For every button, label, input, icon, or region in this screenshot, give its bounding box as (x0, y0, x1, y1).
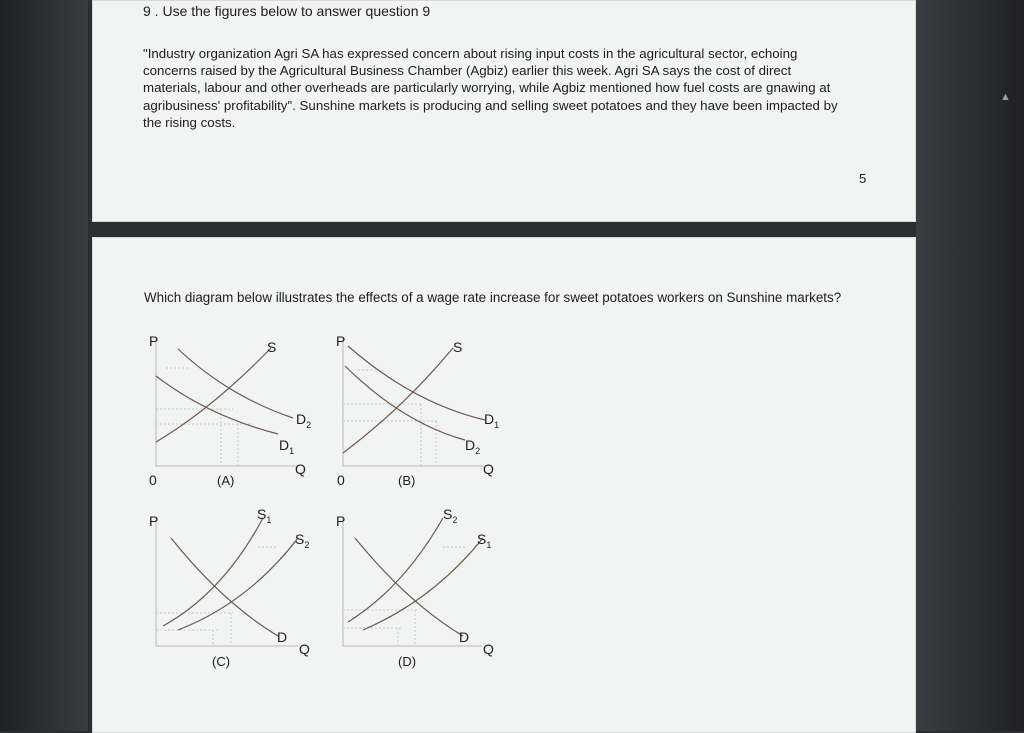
diagram-d (336, 506, 494, 669)
diagrams-card (92, 237, 916, 733)
diagram-c-supply-s2 (178, 538, 298, 630)
diagram-b-caption: (B) (398, 473, 416, 488)
diagram-c-price-label: P (149, 513, 159, 529)
diagram-b-demand-d2 (345, 366, 465, 440)
diagram-c-demand-label: D (277, 629, 288, 645)
diagram-b-supply-label: S (453, 339, 463, 355)
diagram-a-quantity-label: Q (295, 461, 306, 477)
screen-bezel-right (916, 0, 1024, 731)
diagram-c-demand-curve (171, 538, 278, 636)
diagram-a-caption: (A) (217, 473, 235, 488)
diagram-b-price-label: P (336, 333, 346, 349)
screen-bezel-left (0, 0, 88, 731)
diagram-b-d2-label: $D_2$ (465, 437, 481, 456)
diagram-c-s2-label: $S_2$ (295, 531, 310, 550)
diagram-c (149, 506, 310, 669)
diagram-d-demand-curve (355, 538, 463, 636)
question-passage: "Industry organization Agri SA has expressed concern about rising input costs in the agricultural sector, echoing concerns raised by the Agricultural Business Chamber (Agbiz) earlier this week. Agri SA says the cost of direct materials, labour and other overheads are particularly worrying, while Agbiz mentioned how fuel costs are gnawing at agribusiness' profitability". Sunshine markets is producing and selling sweet potatoes and they have been impacted by the rising costs. (143, 46, 838, 130)
diagram-b (336, 333, 499, 488)
question-header: 9 . Use the figures below to answer question 9 (143, 3, 431, 19)
diagram-c-supply-s1 (163, 518, 263, 626)
diagram-a-supply-curve (156, 348, 271, 442)
scroll-up-icon[interactable]: ▲ (1000, 91, 1011, 103)
question-prompt: Which diagram below illustrates the effects of a wage rate increase for sweet potatoes workers on Sunshine markets? (144, 290, 842, 305)
diagram-c-caption: (C) (212, 654, 231, 669)
diagram-c-quantity-label: Q (299, 641, 310, 657)
diagram-b-supply-curve (343, 348, 453, 453)
diagram-d-s2-label: $S_2$ (443, 506, 458, 525)
diagram-d-supply-s1 (363, 538, 483, 630)
diagram-a (149, 333, 311, 488)
diagram-d-quantity-label: Q (483, 641, 494, 657)
diagram-b-quantity-label: Q (483, 461, 494, 477)
diagram-a-origin-label: 0 (149, 472, 157, 488)
diagram-c-s1-label: $S_1$ (257, 506, 272, 525)
diagram-d-demand-label: D (459, 629, 470, 645)
diagram-d-supply-s2 (348, 518, 443, 622)
diagram-a-supply-label: S (267, 339, 277, 355)
diagram-a-demand-d1 (156, 376, 278, 434)
diagram-b-d1-label: $D_1$ (484, 411, 500, 430)
diagram-d-caption: (D) (398, 654, 417, 669)
diagram-d-price-label: P (336, 513, 346, 529)
diagram-a-d1-label: $D_1$ (279, 437, 295, 456)
diagram-b-demand-d1 (348, 346, 485, 420)
marks-value: 5 (859, 171, 867, 186)
question-card (92, 0, 916, 222)
diagram-b-origin-label: 0 (337, 472, 345, 488)
diagrams-figure (93, 238, 915, 732)
diagram-a-price-label: P (149, 333, 159, 349)
diagram-a-demand-d2 (178, 349, 293, 418)
diagram-d-s1-label: $S_1$ (477, 531, 492, 550)
diagram-a-d2-label: $D_2$ (296, 411, 312, 430)
